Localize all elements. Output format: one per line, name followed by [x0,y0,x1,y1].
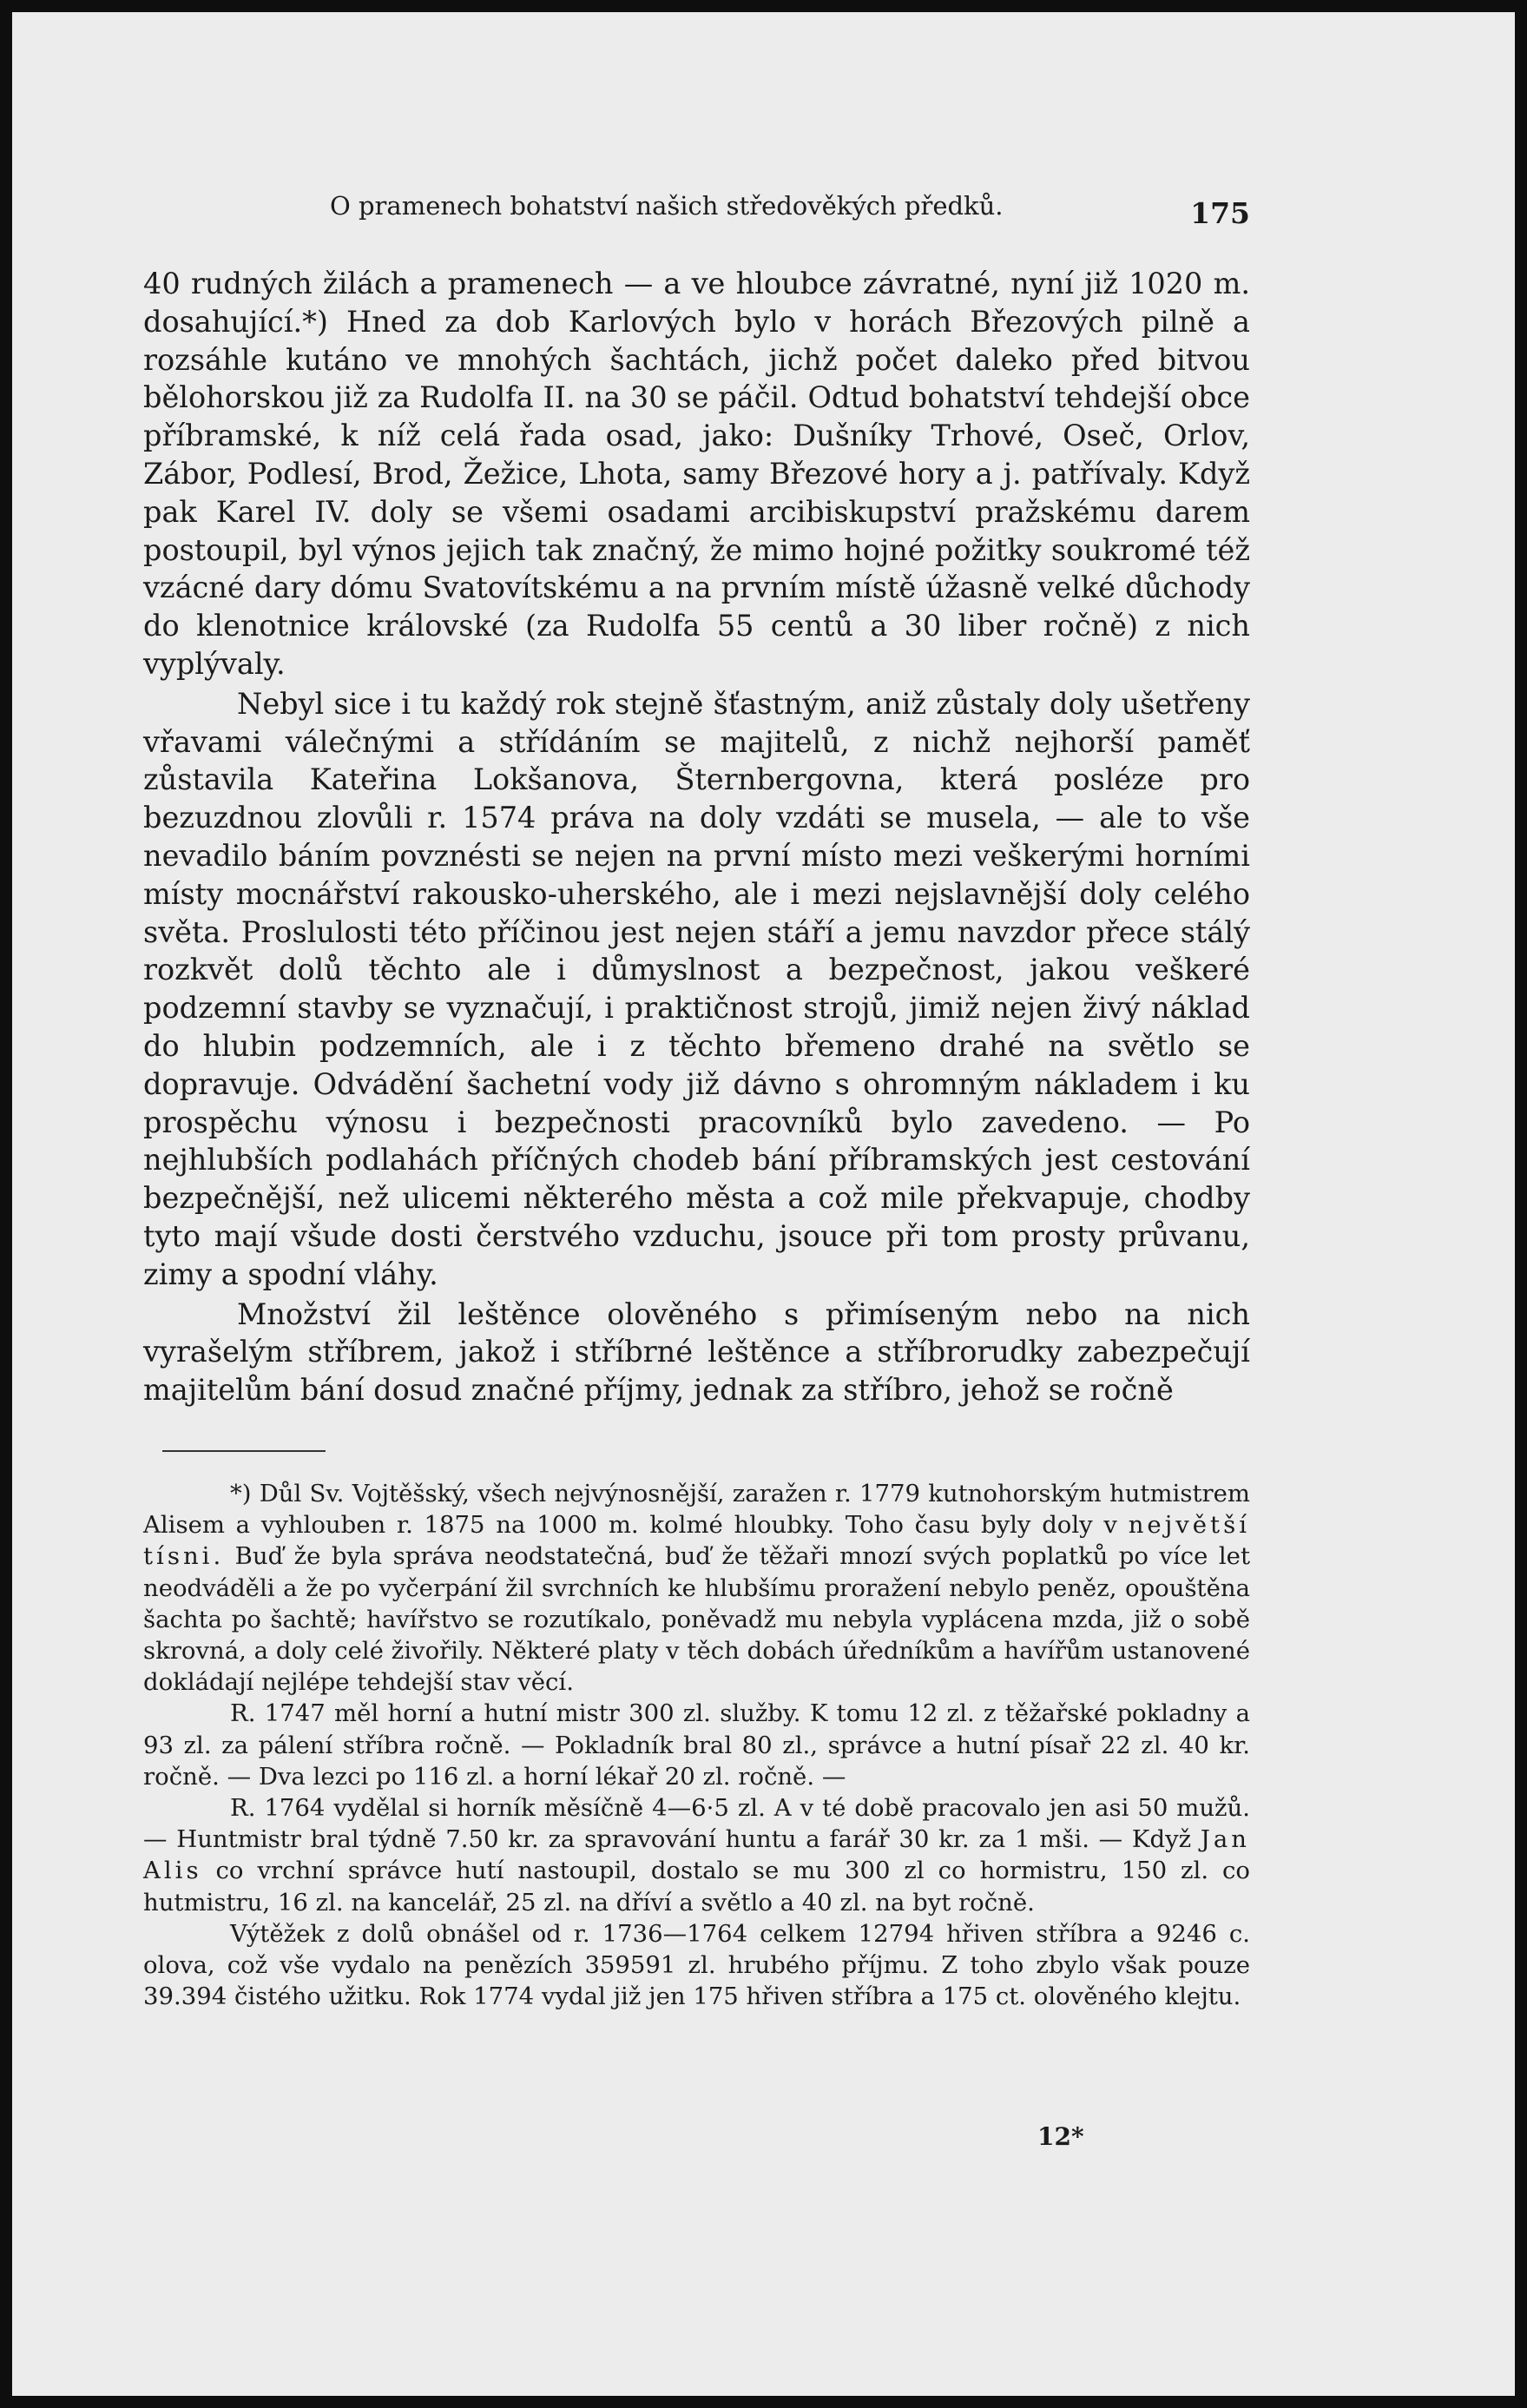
paragraph-2: Nebyl sice i tu každý rok stejně šťastným, aniž zůstaly doly ušetřeny vřavami válečnými a střídáním se majitelů, z nichž nejhorší paměť zůstavila Kateřina Lokšanova, Šternbergovna, která posléze pro bezuzdnou zlovůli r. 1574 práva na doly vzdáti se musela, — ale to vše nevadilo báním povznésti se nejen na první místo mezi veškerými horními místy mocnářství rakousko-uherského, ale i mezi nejslavnější doly celého světa. Proslulosti této příčinou jest nejen stáří a jemu navzdor přece stálý rozkvět dolů těchto ale i důmyslnost a bezpečnost, jakou veškeré podzemní stavby se vyznačují, i praktičnost strojů, jimiž nejen živý náklad do hlubin podzemních, ale i z těchto břemeno drahé na světlo se dopravuje. Odvádění šachetní vody již dávno s ohromným nákladem i ku prospěchu výnosu i bezpečnosti pracovníků bylo zavedeno. — Po nejhlubších podlahách příčných chodeb bání příbramských jest cestování bezpečnější, než ulicemi některého města a což mile překvapuje, chodby tyto mají všude dosti čerstvého vzduchu, jsouce při tom prosty průvanu, zimy a spodní vláhy. [143,686,1250,1291]
footnote-3 [143,1792,1250,1918]
footnote-divider [162,1450,326,1452]
footnote-1 [143,1478,1250,1698]
footnote-3-text-b: co vrchní správce hutí nastoupil, dostalo se mu 300 zl co hormistru, 150 zl. co hutmistru, 16 zl. na kancelář, 25 zl. na dříví a světlo a 40 zl. na byt ročně. [143,1857,1250,1917]
running-title: O pramenech bohatství našich středověkých předků. [330,191,1004,221]
footnote-1-text-a: *) Důl Sv. Vojtěšský, všech nejvýnosnější, zaražen r. 1779 kutnohorským hutmistrem Alisem a vyhlouben r. 1875 na 1000 m. kolmé hloubky. Toho času byly doly v [143,1480,1250,1540]
footnote-1-text-b: Buď že byla správa neodstatečná, buď že těžaři mnozí svých poplatků po více let neodváděli a že po vyčerpání žil svrchních ke hlubšímu proražení nebylo peněz, opouštěna šachta po šachtě; havířstvo se rozutíkalo, poněvadž mu nebyla vyplácena mzda, již o sobě skrovná, a doly celé živořily. Některé platy v těch dobách úředníkům a havířům ustanovené dokládají nejlépe tehdejší stav věcí. [143,1542,1250,1697]
footnote-1-emphasis: největší tísni. [143,1511,1250,1571]
page-number: 175 [1190,196,1250,230]
main-text [143,265,1250,1409]
paragraph-3: Množství žil leštěnce olověného s přimíseným nebo na nich vyrašelým stříbrem, jakož i stříbrné leštěnce a stříbrorudky zabezpečují majitelům bání dosud značné příjmy, jednak za stříbro, jehož se ročně [143,1296,1250,1408]
printer-signature: 12* [1037,2122,1084,2151]
footnote-3-emphasis: Jan Alis [143,1825,1250,1885]
footnote-4: Výtěžek z dolů obnášel od r. 1736—1764 celkem 12794 hřiven stříbra a 9246 c. olova, což vše vydalo na penězích 359591 zl. hrubého příjmu. Z toho zbylo však pouze 39.394 čistého užitku. Rok 1774 vydal již jen 175 hřiven stříbra a 175 ct. olověného klejtu. [143,1919,1250,2011]
page-header [330,191,1250,230]
footnote-3-text-a: R. 1764 vydělal si horník měsíčně 4—6·5 zl. A v té době pracovalo jen asi 50 mužů. — Huntmistr bral týdně 7.50 kr. za spravování huntu a farář 30 kr. za 1 mši. — Když [143,1794,1250,1854]
paragraph-1: 40 rudných žilách a pramenech — a ve hloubce závratné, nyní již 1020 m. dosahující.*) Hned za dob Karlových bylo v horách Březových pilně a rozsáhle kutáno ve mnohých šachtách, jichž počet daleko před bitvou bělohorskou již za Rudolfa II. na 30 se páčil. Odtud bohatství tehdejší obce příbramské, k níž celá řada osad, jako: Dušníky Trhové, Oseč, Orlov, Zábor, Podlesí, Brod, Žežice, Lhota, samy Březové hory a j. patřívaly. Když pak Karel IV. doly se všemi osadami arcibiskupství pražskému darem postoupil, byl výnos jejich tak značný, že mimo hojné požitky soukromé též vzácné dary dómu Svatovítskému a na prvním místě úžasně velké důchody do klenotnice královské (za Rudolfa 55 centů a 30 liber ročně) z nich vyplývaly. [143,267,1250,681]
footnote-2: R. 1747 měl horní a hutní mistr 300 zl. služby. K tomu 12 zl. z těžařské pokladny a 93 zl. za pálení stříbra ročně. — Pokladník bral 80 zl., správce a hutní písař 22 zl. 40 kr. ročně. — Dva lezci po 116 zl. a horní lékař 20 zl. ročně. — [143,1699,1250,1791]
footnotes [143,1478,1250,2012]
